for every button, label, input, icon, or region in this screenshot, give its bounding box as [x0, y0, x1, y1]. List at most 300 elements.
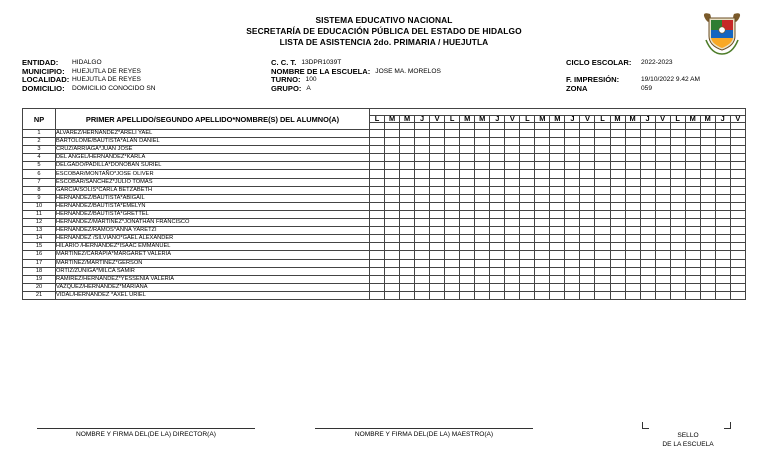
- attendance-cell[interactable]: [505, 259, 520, 267]
- attendance-cell[interactable]: [655, 259, 670, 267]
- attendance-cell[interactable]: [730, 291, 745, 299]
- attendance-cell[interactable]: [565, 138, 580, 146]
- attendance-cell[interactable]: [670, 243, 685, 251]
- attendance-cell[interactable]: [640, 259, 655, 267]
- attendance-cell[interactable]: [385, 146, 400, 154]
- attendance-cell[interactable]: [445, 291, 460, 299]
- attendance-cell[interactable]: [580, 275, 595, 283]
- attendance-cell[interactable]: [550, 251, 565, 259]
- attendance-cell[interactable]: [430, 291, 445, 299]
- attendance-cell[interactable]: [700, 178, 715, 186]
- attendance-cell[interactable]: [700, 146, 715, 154]
- attendance-cell[interactable]: [520, 243, 535, 251]
- attendance-cell[interactable]: [595, 162, 610, 170]
- attendance-cell[interactable]: [715, 243, 730, 251]
- attendance-cell[interactable]: [730, 202, 745, 210]
- attendance-cell[interactable]: [445, 194, 460, 202]
- attendance-cell[interactable]: [685, 227, 700, 235]
- attendance-cell[interactable]: [505, 146, 520, 154]
- attendance-cell[interactable]: [400, 227, 415, 235]
- attendance-cell[interactable]: [490, 162, 505, 170]
- attendance-cell[interactable]: [430, 138, 445, 146]
- attendance-cell[interactable]: [445, 138, 460, 146]
- attendance-cell[interactable]: [730, 283, 745, 291]
- attendance-cell[interactable]: [730, 235, 745, 243]
- attendance-cell[interactable]: [670, 194, 685, 202]
- attendance-cell[interactable]: [445, 235, 460, 243]
- attendance-cell[interactable]: [385, 178, 400, 186]
- attendance-cell[interactable]: [460, 186, 475, 194]
- attendance-cell[interactable]: [565, 227, 580, 235]
- attendance-cell[interactable]: [610, 283, 625, 291]
- attendance-cell[interactable]: [625, 178, 640, 186]
- attendance-cell[interactable]: [565, 186, 580, 194]
- attendance-cell[interactable]: [715, 178, 730, 186]
- attendance-cell[interactable]: [505, 227, 520, 235]
- attendance-cell[interactable]: [520, 194, 535, 202]
- attendance-cell[interactable]: [475, 219, 490, 227]
- attendance-cell[interactable]: [460, 170, 475, 178]
- attendance-cell[interactable]: [400, 170, 415, 178]
- attendance-cell[interactable]: [490, 194, 505, 202]
- attendance-cell[interactable]: [610, 186, 625, 194]
- attendance-cell[interactable]: [565, 162, 580, 170]
- attendance-cell[interactable]: [520, 186, 535, 194]
- attendance-cell[interactable]: [535, 146, 550, 154]
- attendance-cell[interactable]: [370, 251, 385, 259]
- attendance-cell[interactable]: [595, 194, 610, 202]
- attendance-cell[interactable]: [685, 243, 700, 251]
- attendance-cell[interactable]: [565, 291, 580, 299]
- attendance-cell[interactable]: [550, 210, 565, 218]
- attendance-cell[interactable]: [475, 259, 490, 267]
- attendance-cell[interactable]: [610, 194, 625, 202]
- attendance-cell[interactable]: [370, 130, 385, 138]
- attendance-cell[interactable]: [715, 146, 730, 154]
- attendance-cell[interactable]: [655, 202, 670, 210]
- attendance-cell[interactable]: [730, 162, 745, 170]
- attendance-cell[interactable]: [460, 154, 475, 162]
- attendance-cell[interactable]: [700, 194, 715, 202]
- attendance-cell[interactable]: [730, 275, 745, 283]
- attendance-cell[interactable]: [490, 170, 505, 178]
- attendance-cell[interactable]: [730, 154, 745, 162]
- attendance-cell[interactable]: [400, 235, 415, 243]
- attendance-cell[interactable]: [655, 170, 670, 178]
- attendance-cell[interactable]: [490, 210, 505, 218]
- attendance-cell[interactable]: [595, 291, 610, 299]
- attendance-cell[interactable]: [415, 219, 430, 227]
- attendance-cell[interactable]: [655, 210, 670, 218]
- attendance-cell[interactable]: [580, 202, 595, 210]
- attendance-cell[interactable]: [370, 138, 385, 146]
- attendance-cell[interactable]: [415, 251, 430, 259]
- attendance-cell[interactable]: [475, 227, 490, 235]
- attendance-cell[interactable]: [400, 275, 415, 283]
- attendance-cell[interactable]: [670, 291, 685, 299]
- attendance-cell[interactable]: [625, 202, 640, 210]
- attendance-cell[interactable]: [385, 227, 400, 235]
- attendance-cell[interactable]: [490, 130, 505, 138]
- attendance-cell[interactable]: [505, 138, 520, 146]
- attendance-cell[interactable]: [640, 235, 655, 243]
- attendance-cell[interactable]: [700, 170, 715, 178]
- attendance-cell[interactable]: [370, 202, 385, 210]
- attendance-cell[interactable]: [685, 154, 700, 162]
- attendance-cell[interactable]: [625, 283, 640, 291]
- attendance-cell[interactable]: [610, 219, 625, 227]
- attendance-cell[interactable]: [640, 243, 655, 251]
- attendance-cell[interactable]: [655, 251, 670, 259]
- attendance-cell[interactable]: [655, 186, 670, 194]
- attendance-cell[interactable]: [550, 275, 565, 283]
- attendance-cell[interactable]: [670, 259, 685, 267]
- attendance-cell[interactable]: [520, 162, 535, 170]
- attendance-cell[interactable]: [685, 210, 700, 218]
- attendance-cell[interactable]: [700, 267, 715, 275]
- attendance-cell[interactable]: [535, 243, 550, 251]
- attendance-cell[interactable]: [520, 138, 535, 146]
- attendance-cell[interactable]: [580, 138, 595, 146]
- attendance-cell[interactable]: [610, 178, 625, 186]
- attendance-cell[interactable]: [595, 267, 610, 275]
- attendance-cell[interactable]: [385, 283, 400, 291]
- attendance-cell[interactable]: [505, 243, 520, 251]
- attendance-cell[interactable]: [370, 235, 385, 243]
- attendance-cell[interactable]: [715, 283, 730, 291]
- attendance-cell[interactable]: [700, 130, 715, 138]
- attendance-cell[interactable]: [610, 251, 625, 259]
- attendance-cell[interactable]: [550, 146, 565, 154]
- attendance-cell[interactable]: [400, 210, 415, 218]
- attendance-cell[interactable]: [595, 178, 610, 186]
- attendance-cell[interactable]: [580, 291, 595, 299]
- attendance-cell[interactable]: [715, 259, 730, 267]
- attendance-cell[interactable]: [430, 235, 445, 243]
- attendance-cell[interactable]: [430, 227, 445, 235]
- attendance-cell[interactable]: [370, 170, 385, 178]
- attendance-cell[interactable]: [670, 227, 685, 235]
- attendance-cell[interactable]: [400, 138, 415, 146]
- attendance-cell[interactable]: [730, 170, 745, 178]
- attendance-cell[interactable]: [415, 162, 430, 170]
- attendance-cell[interactable]: [670, 235, 685, 243]
- attendance-cell[interactable]: [475, 210, 490, 218]
- attendance-cell[interactable]: [625, 170, 640, 178]
- attendance-cell[interactable]: [565, 154, 580, 162]
- attendance-cell[interactable]: [730, 267, 745, 275]
- attendance-cell[interactable]: [580, 130, 595, 138]
- attendance-cell[interactable]: [640, 186, 655, 194]
- attendance-cell[interactable]: [460, 130, 475, 138]
- attendance-cell[interactable]: [670, 162, 685, 170]
- attendance-cell[interactable]: [385, 186, 400, 194]
- attendance-cell[interactable]: [460, 251, 475, 259]
- attendance-cell[interactable]: [475, 275, 490, 283]
- attendance-cell[interactable]: [415, 291, 430, 299]
- attendance-cell[interactable]: [670, 202, 685, 210]
- attendance-cell[interactable]: [565, 219, 580, 227]
- attendance-cell[interactable]: [670, 154, 685, 162]
- attendance-cell[interactable]: [460, 162, 475, 170]
- attendance-cell[interactable]: [610, 267, 625, 275]
- attendance-cell[interactable]: [430, 162, 445, 170]
- attendance-cell[interactable]: [610, 202, 625, 210]
- attendance-cell[interactable]: [445, 210, 460, 218]
- attendance-cell[interactable]: [475, 130, 490, 138]
- attendance-cell[interactable]: [580, 146, 595, 154]
- attendance-cell[interactable]: [445, 283, 460, 291]
- attendance-cell[interactable]: [430, 259, 445, 267]
- attendance-cell[interactable]: [730, 138, 745, 146]
- attendance-cell[interactable]: [640, 130, 655, 138]
- attendance-cell[interactable]: [430, 283, 445, 291]
- attendance-cell[interactable]: [370, 146, 385, 154]
- attendance-cell[interactable]: [625, 219, 640, 227]
- attendance-cell[interactable]: [505, 170, 520, 178]
- attendance-cell[interactable]: [490, 202, 505, 210]
- attendance-cell[interactable]: [730, 227, 745, 235]
- attendance-cell[interactable]: [460, 235, 475, 243]
- attendance-cell[interactable]: [670, 219, 685, 227]
- attendance-cell[interactable]: [595, 235, 610, 243]
- attendance-cell[interactable]: [415, 275, 430, 283]
- attendance-cell[interactable]: [505, 178, 520, 186]
- attendance-cell[interactable]: [370, 178, 385, 186]
- attendance-cell[interactable]: [595, 243, 610, 251]
- attendance-cell[interactable]: [670, 138, 685, 146]
- attendance-cell[interactable]: [490, 283, 505, 291]
- attendance-cell[interactable]: [640, 275, 655, 283]
- attendance-cell[interactable]: [595, 146, 610, 154]
- attendance-cell[interactable]: [625, 275, 640, 283]
- attendance-cell[interactable]: [430, 154, 445, 162]
- attendance-cell[interactable]: [400, 162, 415, 170]
- attendance-cell[interactable]: [550, 235, 565, 243]
- attendance-cell[interactable]: [550, 227, 565, 235]
- attendance-cell[interactable]: [655, 130, 670, 138]
- attendance-cell[interactable]: [475, 138, 490, 146]
- attendance-cell[interactable]: [655, 138, 670, 146]
- attendance-cell[interactable]: [655, 243, 670, 251]
- attendance-cell[interactable]: [550, 243, 565, 251]
- attendance-cell[interactable]: [505, 235, 520, 243]
- attendance-cell[interactable]: [565, 259, 580, 267]
- attendance-cell[interactable]: [460, 291, 475, 299]
- attendance-cell[interactable]: [565, 251, 580, 259]
- attendance-cell[interactable]: [715, 291, 730, 299]
- attendance-cell[interactable]: [715, 235, 730, 243]
- attendance-cell[interactable]: [400, 194, 415, 202]
- attendance-cell[interactable]: [640, 170, 655, 178]
- attendance-cell[interactable]: [580, 154, 595, 162]
- attendance-cell[interactable]: [460, 267, 475, 275]
- attendance-cell[interactable]: [385, 154, 400, 162]
- attendance-cell[interactable]: [700, 138, 715, 146]
- attendance-cell[interactable]: [565, 146, 580, 154]
- attendance-cell[interactable]: [655, 235, 670, 243]
- attendance-cell[interactable]: [595, 210, 610, 218]
- attendance-cell[interactable]: [625, 235, 640, 243]
- attendance-cell[interactable]: [415, 130, 430, 138]
- attendance-cell[interactable]: [640, 146, 655, 154]
- attendance-cell[interactable]: [415, 202, 430, 210]
- attendance-cell[interactable]: [520, 210, 535, 218]
- attendance-cell[interactable]: [715, 219, 730, 227]
- attendance-cell[interactable]: [685, 202, 700, 210]
- attendance-cell[interactable]: [415, 194, 430, 202]
- attendance-cell[interactable]: [370, 186, 385, 194]
- attendance-cell[interactable]: [700, 219, 715, 227]
- attendance-cell[interactable]: [730, 259, 745, 267]
- attendance-cell[interactable]: [445, 130, 460, 138]
- attendance-cell[interactable]: [415, 267, 430, 275]
- attendance-cell[interactable]: [715, 130, 730, 138]
- attendance-cell[interactable]: [685, 283, 700, 291]
- attendance-cell[interactable]: [655, 154, 670, 162]
- attendance-cell[interactable]: [520, 283, 535, 291]
- attendance-cell[interactable]: [625, 146, 640, 154]
- attendance-cell[interactable]: [685, 251, 700, 259]
- attendance-cell[interactable]: [445, 170, 460, 178]
- attendance-cell[interactable]: [415, 154, 430, 162]
- attendance-cell[interactable]: [490, 267, 505, 275]
- attendance-cell[interactable]: [715, 170, 730, 178]
- attendance-cell[interactable]: [370, 210, 385, 218]
- attendance-cell[interactable]: [565, 170, 580, 178]
- attendance-cell[interactable]: [430, 146, 445, 154]
- attendance-cell[interactable]: [520, 267, 535, 275]
- attendance-cell[interactable]: [490, 154, 505, 162]
- attendance-cell[interactable]: [520, 178, 535, 186]
- attendance-cell[interactable]: [610, 243, 625, 251]
- attendance-cell[interactable]: [535, 138, 550, 146]
- attendance-cell[interactable]: [595, 227, 610, 235]
- attendance-cell[interactable]: [655, 267, 670, 275]
- attendance-cell[interactable]: [715, 138, 730, 146]
- attendance-cell[interactable]: [640, 162, 655, 170]
- attendance-cell[interactable]: [730, 146, 745, 154]
- attendance-cell[interactable]: [670, 267, 685, 275]
- attendance-cell[interactable]: [430, 170, 445, 178]
- attendance-cell[interactable]: [535, 275, 550, 283]
- attendance-cell[interactable]: [460, 227, 475, 235]
- attendance-cell[interactable]: [640, 283, 655, 291]
- attendance-cell[interactable]: [580, 259, 595, 267]
- attendance-cell[interactable]: [610, 275, 625, 283]
- attendance-cell[interactable]: [685, 267, 700, 275]
- attendance-cell[interactable]: [655, 227, 670, 235]
- attendance-cell[interactable]: [475, 146, 490, 154]
- attendance-cell[interactable]: [625, 138, 640, 146]
- attendance-cell[interactable]: [370, 259, 385, 267]
- attendance-cell[interactable]: [595, 130, 610, 138]
- attendance-cell[interactable]: [460, 219, 475, 227]
- attendance-cell[interactable]: [475, 202, 490, 210]
- attendance-cell[interactable]: [715, 194, 730, 202]
- attendance-cell[interactable]: [730, 243, 745, 251]
- attendance-cell[interactable]: [535, 219, 550, 227]
- attendance-cell[interactable]: [580, 162, 595, 170]
- attendance-cell[interactable]: [430, 267, 445, 275]
- attendance-cell[interactable]: [370, 291, 385, 299]
- attendance-cell[interactable]: [670, 170, 685, 178]
- attendance-cell[interactable]: [400, 154, 415, 162]
- attendance-cell[interactable]: [715, 154, 730, 162]
- attendance-cell[interactable]: [505, 194, 520, 202]
- attendance-cell[interactable]: [655, 275, 670, 283]
- attendance-cell[interactable]: [400, 130, 415, 138]
- attendance-cell[interactable]: [490, 227, 505, 235]
- attendance-cell[interactable]: [685, 259, 700, 267]
- attendance-cell[interactable]: [685, 275, 700, 283]
- attendance-cell[interactable]: [370, 243, 385, 251]
- attendance-cell[interactable]: [655, 178, 670, 186]
- attendance-cell[interactable]: [640, 291, 655, 299]
- attendance-cell[interactable]: [370, 154, 385, 162]
- attendance-cell[interactable]: [670, 283, 685, 291]
- attendance-cell[interactable]: [370, 227, 385, 235]
- attendance-cell[interactable]: [610, 154, 625, 162]
- attendance-cell[interactable]: [400, 219, 415, 227]
- attendance-cell[interactable]: [385, 138, 400, 146]
- attendance-cell[interactable]: [670, 251, 685, 259]
- attendance-cell[interactable]: [610, 138, 625, 146]
- attendance-cell[interactable]: [475, 251, 490, 259]
- attendance-cell[interactable]: [475, 243, 490, 251]
- attendance-cell[interactable]: [460, 178, 475, 186]
- attendance-cell[interactable]: [430, 178, 445, 186]
- attendance-cell[interactable]: [445, 275, 460, 283]
- attendance-cell[interactable]: [625, 291, 640, 299]
- attendance-cell[interactable]: [655, 146, 670, 154]
- attendance-cell[interactable]: [475, 170, 490, 178]
- attendance-cell[interactable]: [460, 243, 475, 251]
- attendance-cell[interactable]: [370, 162, 385, 170]
- attendance-cell[interactable]: [700, 291, 715, 299]
- attendance-cell[interactable]: [490, 243, 505, 251]
- attendance-cell[interactable]: [595, 283, 610, 291]
- attendance-cell[interactable]: [595, 202, 610, 210]
- attendance-cell[interactable]: [460, 138, 475, 146]
- attendance-cell[interactable]: [625, 210, 640, 218]
- attendance-cell[interactable]: [640, 267, 655, 275]
- attendance-cell[interactable]: [385, 170, 400, 178]
- attendance-cell[interactable]: [370, 283, 385, 291]
- attendance-cell[interactable]: [430, 194, 445, 202]
- attendance-cell[interactable]: [385, 267, 400, 275]
- attendance-cell[interactable]: [430, 275, 445, 283]
- attendance-cell[interactable]: [415, 210, 430, 218]
- attendance-cell[interactable]: [430, 186, 445, 194]
- attendance-cell[interactable]: [655, 219, 670, 227]
- attendance-cell[interactable]: [700, 259, 715, 267]
- attendance-cell[interactable]: [415, 186, 430, 194]
- attendance-cell[interactable]: [400, 178, 415, 186]
- attendance-cell[interactable]: [580, 170, 595, 178]
- attendance-cell[interactable]: [610, 259, 625, 267]
- attendance-cell[interactable]: [370, 219, 385, 227]
- attendance-cell[interactable]: [520, 251, 535, 259]
- attendance-cell[interactable]: [655, 291, 670, 299]
- attendance-cell[interactable]: [385, 162, 400, 170]
- attendance-cell[interactable]: [700, 154, 715, 162]
- attendance-cell[interactable]: [550, 186, 565, 194]
- attendance-cell[interactable]: [685, 162, 700, 170]
- attendance-cell[interactable]: [505, 210, 520, 218]
- attendance-cell[interactable]: [700, 202, 715, 210]
- attendance-cell[interactable]: [415, 138, 430, 146]
